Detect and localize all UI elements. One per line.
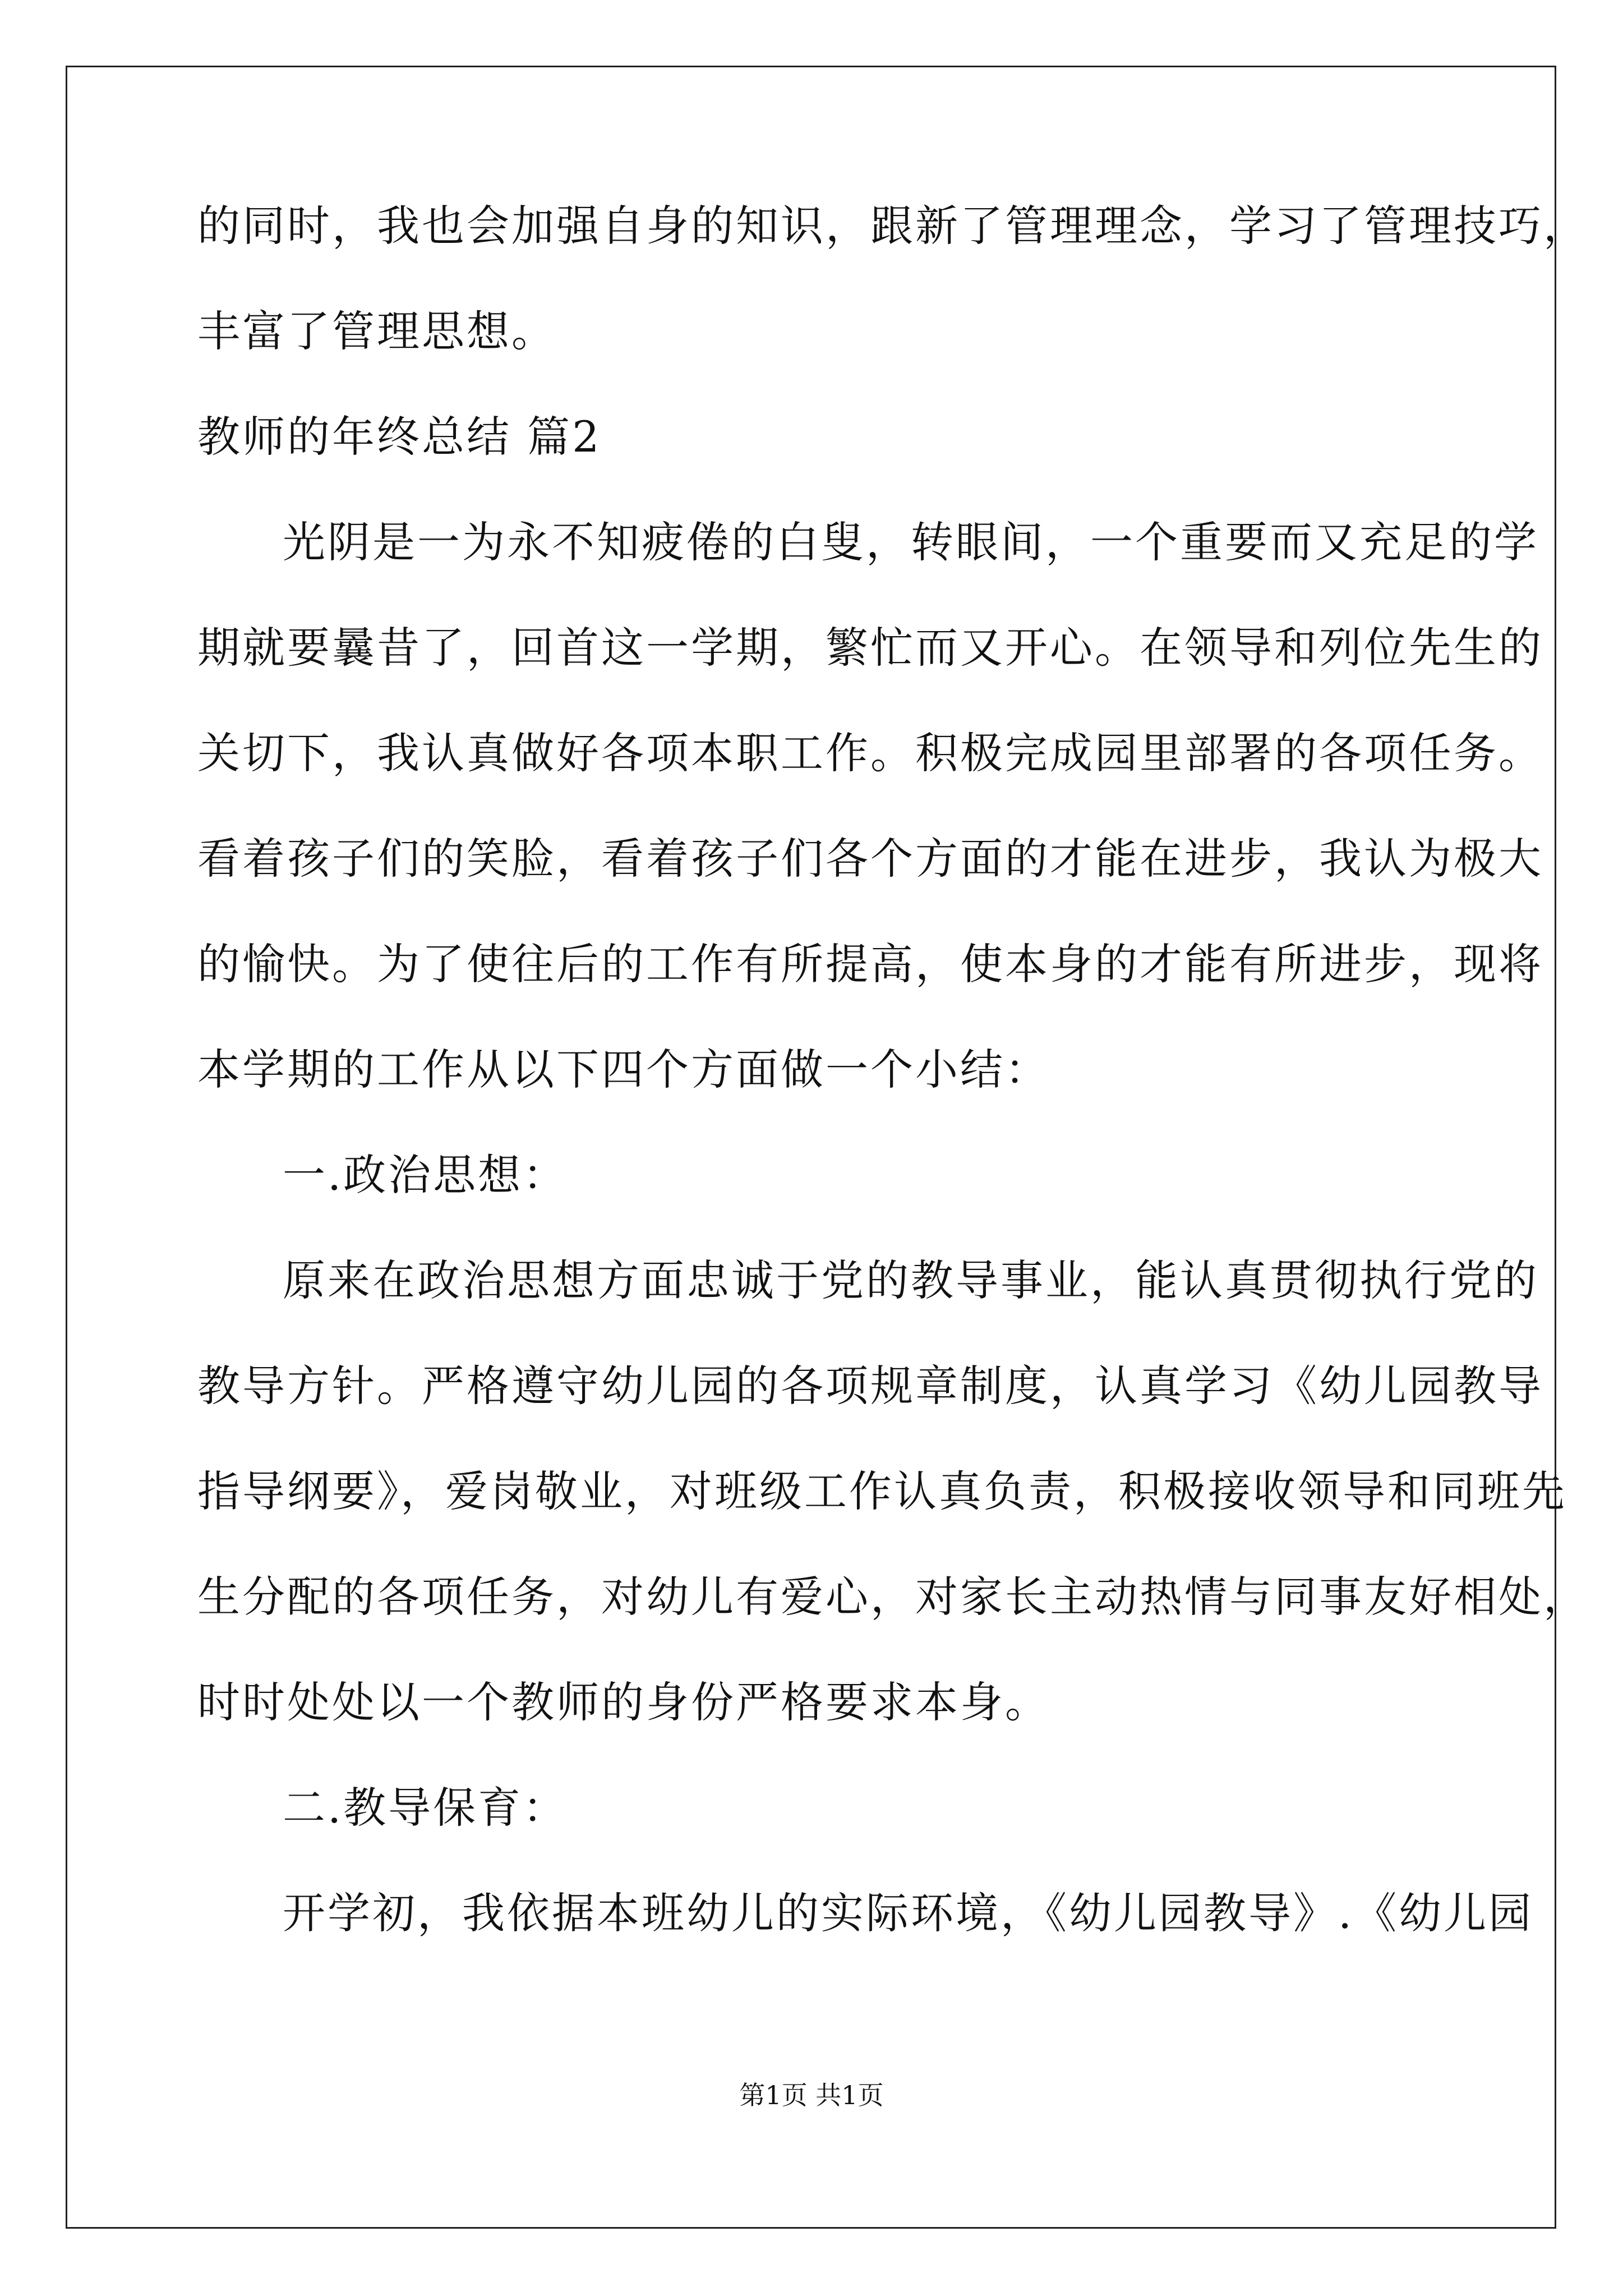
paragraph-line: 生分配的各项任务，对幼儿有爱心，对家长主动热情与同事友好相处， bbox=[197, 1572, 1588, 1622]
page-footer: 第1页 共1页 bbox=[739, 2080, 884, 2110]
paragraph-line: 期就要曩昔了，回首这一学期，繁忙而又开心。在领导和列位先生的 bbox=[197, 623, 1543, 673]
paragraph-line: 丰富了管理思想。 bbox=[197, 306, 556, 356]
paragraph-line: 的同时，我也会加强自身的知识，跟新了管理理念，学习了管理技巧， bbox=[197, 201, 1588, 251]
paragraph-line: 的愉快。为了使往后的工作有所提高，使本身的才能有所进步，现将 bbox=[197, 939, 1543, 989]
paragraph-line: 教导方针。严格遵守幼儿园的各项规章制度，认真学习《幼儿园教导 bbox=[197, 1361, 1543, 1411]
paragraph-line: 关切下，我认真做好各项本职工作。积极完成园里部署的各项任务。 bbox=[197, 728, 1543, 778]
section-heading: 教师的年终总结 篇2 bbox=[197, 412, 602, 462]
paragraph-line: 原来在政治思想方面忠诚于党的教导事业，能认真贯彻执行党的 bbox=[283, 1255, 1539, 1305]
paragraph-line: 开学初，我依据本班幼儿的实际环境，《幼儿园教导》.《幼儿园 bbox=[283, 1888, 1534, 1938]
paragraph-line: 光阴是一为永不知疲倦的白叟，转眼间，一个重要而又充足的学 bbox=[283, 517, 1539, 567]
paragraph-line: 时时处处以一个教师的身份严格要求本身。 bbox=[197, 1677, 1050, 1727]
subsection-heading: 二.教导保育： bbox=[283, 1783, 568, 1833]
paragraph-line: 看着孩子们的笑脸，看着孩子们各个方面的才能在进步，我认为极大 bbox=[197, 834, 1543, 884]
paragraph-line: 本学期的工作从以下四个方面做一个小结： bbox=[197, 1045, 1050, 1094]
subsection-heading: 一.政治思想： bbox=[283, 1150, 568, 1200]
paragraph-line: 指导纲要》，爱岗敬业，对班级工作认真负责，积极接收领导和同班先 bbox=[197, 1466, 1567, 1516]
